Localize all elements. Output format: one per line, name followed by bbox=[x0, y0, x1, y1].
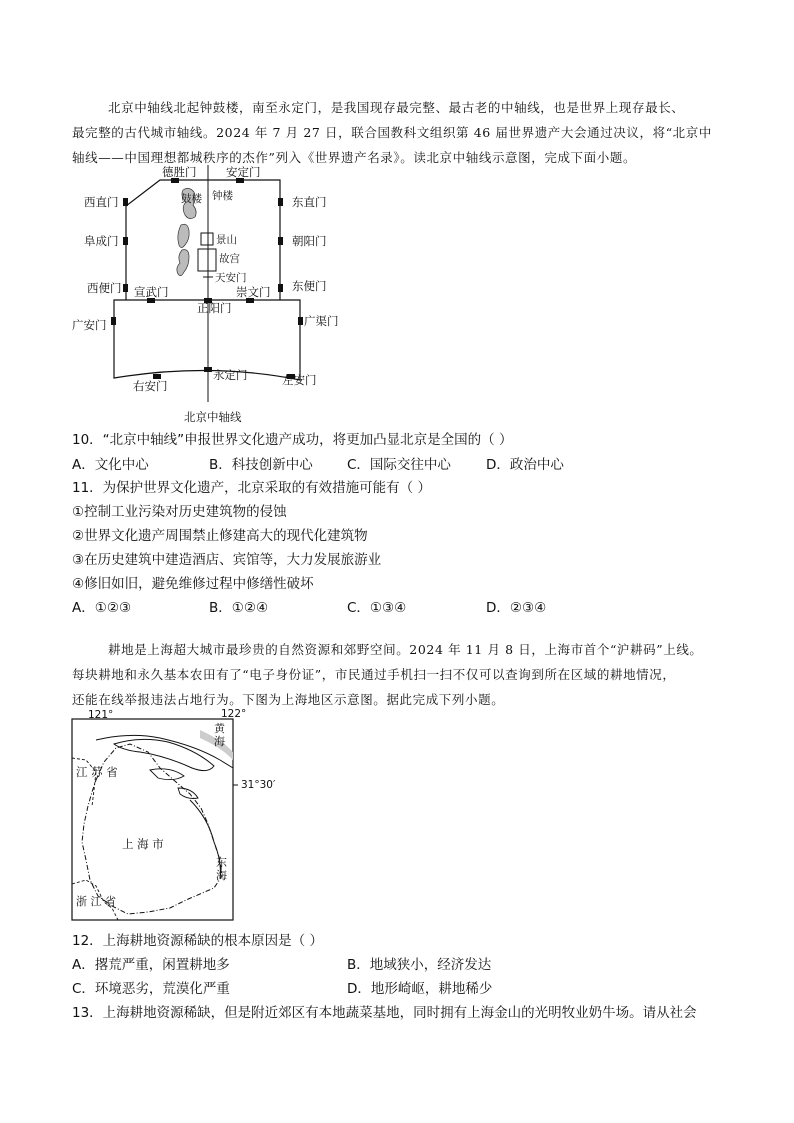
label-desheng: 德胜门 bbox=[162, 165, 197, 179]
label-gugong: 故宫 bbox=[219, 253, 240, 265]
q12-option-d[interactable]: D．地形崎岖，耕地稀少 bbox=[347, 981, 493, 997]
q12-option-c[interactable]: C．环境恶劣，荒漠化严重 bbox=[72, 981, 230, 997]
q11-item-3: ③在历史建筑中建造酒店、宾馆等，大力发展旅游业 bbox=[72, 552, 382, 568]
lake-south bbox=[177, 250, 189, 276]
label-youan: 右安门 bbox=[133, 379, 168, 393]
q11-option-b[interactable]: B．①②④ bbox=[209, 600, 269, 616]
label-anding: 安定门 bbox=[226, 165, 261, 179]
label-axis: 北京中轴线 bbox=[184, 410, 242, 424]
label-huanghai-2: 海 bbox=[214, 735, 225, 748]
label-dongzhi: 东直门 bbox=[292, 195, 327, 209]
gugong-box bbox=[198, 249, 216, 271]
inner-city-wall bbox=[126, 180, 280, 300]
label-lon-122: 122° bbox=[221, 708, 247, 720]
passage1-line3: 轴线——中国理想都城秩序的杰作”列入《世界遗产名录》。读北京中轴线示意图，完成下面小题。 bbox=[72, 150, 637, 165]
q10-option-c[interactable]: C．国际交往中心 bbox=[347, 457, 451, 473]
label-xibian: 西便门 bbox=[87, 281, 122, 295]
q11-item-2: ②世界文化遗产周围禁止修建高大的现代化建筑物 bbox=[72, 528, 368, 544]
label-lon-121: 121° bbox=[88, 709, 114, 721]
beijing-axis-map bbox=[0, 160, 794, 430]
label-guangqu: 广渠门 bbox=[304, 314, 339, 328]
gate-marker-guangan bbox=[111, 317, 116, 325]
gate-marker-xibian bbox=[123, 284, 128, 292]
passage2-line3: 还能在线举报违法占地行为。下图为上海地区示意图。据此完成下列小题。 bbox=[72, 692, 505, 707]
q11-option-a[interactable]: A．①②③ bbox=[72, 600, 132, 616]
passage2-line2: 每块耕地和永久基本农田有了“电子身份证”，市民通过手机扫一扫不仅可以查询到所在区域的耕地情况， bbox=[72, 667, 676, 682]
label-zhejiang: 浙 江 省 bbox=[76, 895, 116, 908]
label-zhengyang: 正阳门 bbox=[197, 301, 232, 315]
label-shanghai: 上 海 市 bbox=[122, 837, 164, 851]
gate-marker-dongzhi bbox=[278, 198, 283, 206]
q12-stem: 12．上海耕地资源稀缺的根本原因是（ ） bbox=[72, 933, 323, 949]
q12-option-a[interactable]: A．撂荒严重，闲置耕地多 bbox=[72, 957, 230, 973]
q11-option-d[interactable]: D．②③④ bbox=[486, 600, 547, 616]
shanghai-map bbox=[0, 706, 794, 930]
q11-item-4: ④修旧如旧，避免维修过程中修缮性破坏 bbox=[72, 576, 314, 592]
q10-stem: 10．“北京中轴线”申报世界文化遗产成功，将更加凸显北京是全国的（ ） bbox=[72, 432, 513, 448]
label-fucheng: 阜成门 bbox=[84, 234, 119, 248]
label-xuanwu: 宣武门 bbox=[134, 285, 169, 299]
q13-stem: 13．上海耕地资源稀缺，但是附近郊区有本地蔬菜基地，同时拥有上海金山的光明牧业奶牛场。请从社会 bbox=[72, 1005, 697, 1021]
lake-middle bbox=[178, 224, 189, 247]
jingshan-box bbox=[201, 233, 213, 245]
label-xizhi: 西直门 bbox=[84, 195, 119, 209]
label-chaoyang: 朝阳门 bbox=[292, 234, 327, 248]
passage1-line2: 最完整的古代城市轴线。2024 年 7 月 27 日，联合国教科文组织第 46 届世界遗产大会通过决议，将“北京中 bbox=[72, 125, 712, 140]
gate-marker-yongding bbox=[204, 367, 212, 372]
label-zuoan: 左安门 bbox=[282, 373, 317, 387]
label-donghai-1: 东 bbox=[216, 856, 227, 869]
passage2-line1: 耕地是上海超大城市最珍贵的自然资源和郊野空间。2024 年 11 月 8 日，上海市首个“沪耕码”上线。 bbox=[108, 642, 703, 657]
q10-option-b[interactable]: B．科技创新中心 bbox=[209, 457, 313, 473]
passage1-line1: 北京中轴线北起钟鼓楼，南至永定门，是我国现存最完整、最古老的中轴线，也是世界上现存最长、 bbox=[108, 100, 685, 115]
label-jingshan: 景山 bbox=[216, 234, 237, 246]
label-dongbian: 东便门 bbox=[292, 279, 327, 293]
label-yongding: 永定门 bbox=[213, 368, 248, 382]
label-tiananmen: 天安门 bbox=[215, 272, 247, 284]
label-lat: 31°30′ bbox=[241, 779, 276, 791]
label-jiangsu: 江 苏 省 bbox=[76, 765, 118, 779]
gate-marker-dongbian bbox=[278, 284, 283, 292]
label-donghai-2: 海 bbox=[216, 869, 227, 882]
label-guangan: 广安门 bbox=[72, 318, 107, 332]
label-gulou: 鼓楼 bbox=[181, 193, 202, 205]
label-zhonglou: 钟楼 bbox=[212, 190, 233, 202]
q10-option-a[interactable]: A．文化中心 bbox=[72, 457, 149, 473]
gate-marker-guangqu bbox=[298, 317, 303, 325]
label-chongwen: 崇文门 bbox=[236, 285, 271, 299]
gate-marker-xizhi bbox=[123, 198, 128, 206]
label-huanghai-1: 黄 bbox=[214, 722, 225, 735]
gate-marker-fucheng bbox=[123, 237, 128, 245]
q11-stem: 11．为保护世界文化遗产，北京采取的有效措施可能有（ ） bbox=[72, 480, 431, 496]
q12-option-b[interactable]: B．地域狭小，经济发达 bbox=[347, 957, 492, 973]
gate-marker-chaoyang bbox=[278, 237, 283, 245]
q10-option-d[interactable]: D．政治中心 bbox=[486, 457, 564, 473]
q11-option-c[interactable]: C．①③④ bbox=[347, 600, 407, 616]
q11-item-1: ①控制工业污染对历史建筑物的侵蚀 bbox=[72, 504, 287, 520]
